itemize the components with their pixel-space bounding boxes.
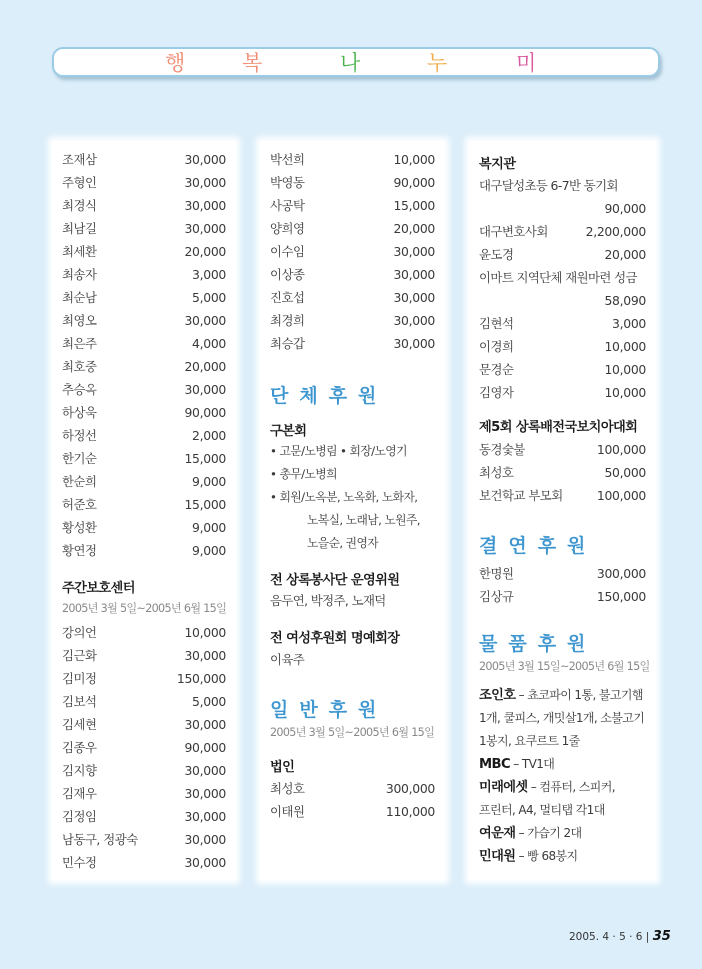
- member-line: • 총무/노병희: [270, 467, 337, 481]
- donor-list: [479, 220, 646, 266]
- donation-amount: 300,000: [385, 781, 435, 796]
- donor-list: [479, 562, 646, 608]
- donor-name: MBC: [479, 757, 511, 772]
- title-char: 행: [165, 51, 186, 75]
- section-title-goods: 물품후원: [479, 633, 597, 655]
- donation-amount: 10,000: [604, 385, 646, 400]
- section-heading: 전 여성후원회 명예회장: [270, 631, 400, 646]
- member-line: • 고문/노병림 • 회장/노영기: [270, 444, 407, 458]
- donor-list: [62, 148, 226, 562]
- page-footer: [569, 929, 671, 944]
- donation-amount: 30,000: [184, 832, 226, 847]
- goods-line: 1봉지, 요쿠르트 1줄: [479, 734, 580, 748]
- donor-name: 강의언: [62, 625, 97, 640]
- section-heading: 구본회: [270, 424, 307, 439]
- donation-amount: 20,000: [393, 221, 435, 236]
- section-heading: 복지관: [479, 157, 516, 172]
- donor-row: [270, 263, 435, 286]
- donor-name: 한명원: [479, 566, 514, 581]
- goods-text: – 가습기 2대: [515, 826, 582, 840]
- donor-name: 양희영: [270, 221, 305, 236]
- title-char: 나: [340, 51, 361, 75]
- donor-name: 이상종: [270, 267, 305, 282]
- donation-amount: 300,000: [596, 566, 646, 581]
- donor-row: [270, 309, 435, 332]
- donor-name: 조재삼: [62, 152, 97, 167]
- donation-amount: 2,000: [192, 428, 226, 443]
- donor-list: [270, 148, 435, 355]
- goods-text: – 컴퓨터, 스피커,: [527, 780, 615, 794]
- name-line: 이육주: [270, 652, 305, 667]
- donor-row: [479, 585, 646, 608]
- donor-name: 민수정: [62, 855, 97, 870]
- donor-name: 최성호: [479, 465, 514, 480]
- donor-name: 최경식: [62, 198, 97, 213]
- donor-name: 민대원: [479, 849, 516, 864]
- donor-row: [270, 240, 435, 263]
- donor-name: 최호중: [62, 359, 97, 374]
- date-range: 2005년 3월 5일~2005년 6월 15일: [62, 602, 227, 615]
- donor-row: [270, 171, 435, 194]
- donor-name: 진호섭: [270, 290, 305, 305]
- donation-amount: 4,000: [192, 336, 226, 351]
- donation-amount: 2,200,000: [585, 224, 646, 239]
- member-line: 노복실, 노래남, 노원주,: [307, 513, 420, 527]
- donor-name: 김정임: [62, 809, 97, 824]
- donor-name: 추승옥: [62, 382, 97, 397]
- donor-name: 최송자: [62, 267, 97, 282]
- donation-amount: 90,000: [184, 740, 226, 755]
- donor-name: 최성호: [270, 781, 305, 796]
- donor-row: [62, 713, 226, 736]
- donation-amount: 90,000: [184, 405, 226, 420]
- donation-amount: 3,000: [612, 316, 646, 331]
- donor-name: 이경희: [479, 339, 514, 354]
- donation-amount: 30,000: [184, 198, 226, 213]
- donation-amount: 30,000: [184, 855, 226, 870]
- donation-amount: 30,000: [184, 648, 226, 663]
- donor-name: 김상규: [479, 589, 514, 604]
- title-char: 미: [516, 51, 537, 75]
- donor-row: [62, 828, 226, 851]
- donor-row: [62, 355, 226, 378]
- donor-row: [62, 286, 226, 309]
- donation-amount: 100,000: [596, 442, 646, 457]
- donor-row: [62, 470, 226, 493]
- donation-amount: 20,000: [184, 244, 226, 259]
- donation-amount: 90,000: [393, 175, 435, 190]
- donation-amount: 30,000: [184, 221, 226, 236]
- donor-row: [62, 217, 226, 240]
- donor-row: [62, 644, 226, 667]
- donor-row: [62, 309, 226, 332]
- donor-row: [270, 217, 435, 240]
- amount-value: 90,000: [604, 201, 646, 216]
- donor-name: 한순희: [62, 474, 97, 489]
- donor-name: 최남길: [62, 221, 97, 236]
- donor-row: [62, 759, 226, 782]
- donation-amount: 10,000: [393, 152, 435, 167]
- donor-row: [479, 358, 646, 381]
- donor-row: [62, 378, 226, 401]
- donor-name: 김현석: [479, 316, 514, 331]
- donor-name: 남동구, 정광숙: [62, 832, 138, 847]
- goods-line: 프린터, A4, 멀티탭 각1대: [479, 803, 605, 817]
- donation-amount: 110,000: [385, 804, 435, 819]
- donor-name: 김영자: [479, 385, 514, 400]
- donation-amount: 30,000: [184, 175, 226, 190]
- title-banner: [52, 47, 660, 77]
- donor-row: [270, 777, 435, 800]
- goods-text: – TV1대: [510, 757, 555, 771]
- donor-row: [62, 263, 226, 286]
- donor-row: [270, 148, 435, 171]
- donation-amount: 30,000: [184, 382, 226, 397]
- donor-row: [62, 782, 226, 805]
- donor-name: 박영동: [270, 175, 305, 190]
- donor-row: [479, 381, 646, 404]
- donor-name: 김근화: [62, 648, 97, 663]
- donor-name: 김종우: [62, 740, 97, 755]
- goods-entry: [479, 776, 646, 799]
- section-heading: 전 상록봉사단 운영위원: [270, 573, 400, 588]
- name-line: 대구달성초등 6-7반 동기회: [479, 178, 618, 193]
- donor-row: [479, 243, 646, 266]
- donor-row: [62, 539, 226, 562]
- goods-entry: [479, 684, 646, 707]
- amount-value: 58,090: [604, 293, 646, 308]
- name-line: 이마트 지역단체 재원마련 성금: [479, 270, 637, 285]
- donation-amount: 150,000: [596, 589, 646, 604]
- donation-amount: 30,000: [393, 244, 435, 259]
- section-heading: 주간보호센터: [62, 581, 135, 596]
- donor-name: 김미정: [62, 671, 97, 686]
- donor-name: 최승갑: [270, 336, 305, 351]
- donation-amount: 30,000: [393, 313, 435, 328]
- donor-name: 주형인: [62, 175, 97, 190]
- section-heading: 법인: [270, 760, 295, 775]
- donor-row: [479, 220, 646, 243]
- donation-amount: 5,000: [192, 290, 226, 305]
- goods-entry: [479, 753, 646, 776]
- donation-amount: 50,000: [604, 465, 646, 480]
- name-line: 음두연, 박정주, 노재덕: [270, 593, 386, 608]
- goods-text: – 빵 68봉지: [515, 849, 578, 863]
- donation-amount: 10,000: [604, 362, 646, 377]
- donor-row: [479, 438, 646, 461]
- donor-name: 이수임: [270, 244, 305, 259]
- donor-row: [62, 424, 226, 447]
- donation-amount: 30,000: [393, 267, 435, 282]
- donor-name: 대구변호사회: [479, 224, 548, 239]
- goods-entry: [479, 822, 646, 845]
- donor-row: [62, 240, 226, 263]
- donor-column-1: [52, 141, 236, 880]
- donor-name: 하상욱: [62, 405, 97, 420]
- donor-list: [479, 438, 646, 507]
- donor-name: 김세현: [62, 717, 97, 732]
- title-char: 복: [242, 51, 263, 75]
- donor-name: 이태원: [270, 804, 305, 819]
- donor-row: [62, 516, 226, 539]
- member-line: 노을순, 권영자: [307, 536, 379, 550]
- donation-amount: 30,000: [184, 786, 226, 801]
- donor-list: [479, 312, 646, 404]
- donation-amount: 20,000: [184, 359, 226, 374]
- donor-column-3: [469, 141, 656, 880]
- donor-row: [270, 286, 435, 309]
- donor-row: [62, 401, 226, 424]
- donation-amount: 30,000: [393, 290, 435, 305]
- donation-amount: 30,000: [184, 763, 226, 778]
- donation-amount: 30,000: [184, 717, 226, 732]
- donation-amount: 30,000: [184, 313, 226, 328]
- donor-name: 김재우: [62, 786, 97, 801]
- donation-amount: 20,000: [604, 247, 646, 262]
- donor-row: [479, 484, 646, 507]
- section-title-group: 단체후원: [270, 385, 388, 407]
- donor-row: [62, 851, 226, 874]
- goods-entry: [479, 845, 646, 868]
- donor-row: [270, 800, 435, 823]
- donor-name: 동경숯불: [479, 442, 525, 457]
- donor-list: [270, 777, 435, 823]
- donor-row: [62, 447, 226, 470]
- date-range: 2005년 3월 5일~2005년 6월 15일: [270, 726, 435, 739]
- donor-name: 황성환: [62, 520, 97, 535]
- donor-name: 사공탁: [270, 198, 305, 213]
- donor-row: [62, 194, 226, 217]
- donor-row: [62, 805, 226, 828]
- donor-row: [62, 148, 226, 171]
- donor-row: [479, 562, 646, 585]
- donor-row: [62, 736, 226, 759]
- donor-name: 한기순: [62, 451, 97, 466]
- donation-amount: 15,000: [393, 198, 435, 213]
- donor-column-2: [260, 141, 445, 880]
- donor-name: 최순남: [62, 290, 97, 305]
- donation-amount: 30,000: [184, 809, 226, 824]
- donor-name: 최세환: [62, 244, 97, 259]
- donor-name: 윤도경: [479, 247, 514, 262]
- donation-amount: 9,000: [192, 543, 226, 558]
- donor-name: 문경순: [479, 362, 514, 377]
- donor-name: 하정선: [62, 428, 97, 443]
- donor-row: [62, 493, 226, 516]
- donor-name: 최은주: [62, 336, 97, 351]
- donor-row: [62, 621, 226, 644]
- donor-name: 황연정: [62, 543, 97, 558]
- donation-amount: 30,000: [184, 152, 226, 167]
- donor-row: [270, 194, 435, 217]
- donation-amount: 9,000: [192, 520, 226, 535]
- goods-line: 1개, 쿨피스, 개밋살1개, 소불고기: [479, 711, 645, 725]
- donation-amount: 100,000: [596, 488, 646, 503]
- donor-list: [62, 621, 226, 874]
- donor-name: 허준호: [62, 497, 97, 512]
- goods-text: – 쵸코파이 1통, 불고기햄: [515, 688, 643, 702]
- donor-name: 조인호: [479, 688, 516, 703]
- donor-name: 보건학교 부모회: [479, 488, 563, 503]
- donation-amount: 10,000: [184, 625, 226, 640]
- page-number: 35: [652, 929, 671, 944]
- date-range: 2005년 3월 15일~2005년 6월 15일: [479, 660, 650, 673]
- section-title-sister: 결연후원: [479, 535, 597, 557]
- issue-date: 2005. 4 · 5 · 6 |: [569, 931, 650, 943]
- donor-name: 김지향: [62, 763, 97, 778]
- donation-amount: 150,000: [176, 671, 226, 686]
- donor-name: 최영오: [62, 313, 97, 328]
- donation-amount: 15,000: [184, 497, 226, 512]
- donation-amount: 5,000: [192, 694, 226, 709]
- donation-amount: 3,000: [192, 267, 226, 282]
- donor-name: 김보석: [62, 694, 97, 709]
- donor-row: [62, 667, 226, 690]
- donation-amount: 9,000: [192, 474, 226, 489]
- donor-name: 최경희: [270, 313, 305, 328]
- title-char: 누: [427, 51, 448, 75]
- donor-row: [479, 312, 646, 335]
- donor-name: 박선희: [270, 152, 305, 167]
- donor-name: 여운재: [479, 826, 516, 841]
- section-title-general: 일반후원: [270, 699, 388, 721]
- donor-row: [62, 690, 226, 713]
- member-line: • 회원/노옥분, 노옥화, 노화자,: [270, 490, 418, 504]
- donor-row: [62, 332, 226, 355]
- donor-row: [62, 171, 226, 194]
- donation-amount: 30,000: [393, 336, 435, 351]
- donation-amount: 15,000: [184, 451, 226, 466]
- donor-row: [479, 335, 646, 358]
- section-heading: 제5회 상록배전국보치아대회: [479, 420, 638, 435]
- donor-name: 미래에셋: [479, 780, 528, 795]
- donor-row: [479, 461, 646, 484]
- donation-amount: 10,000: [604, 339, 646, 354]
- donor-row: [270, 332, 435, 355]
